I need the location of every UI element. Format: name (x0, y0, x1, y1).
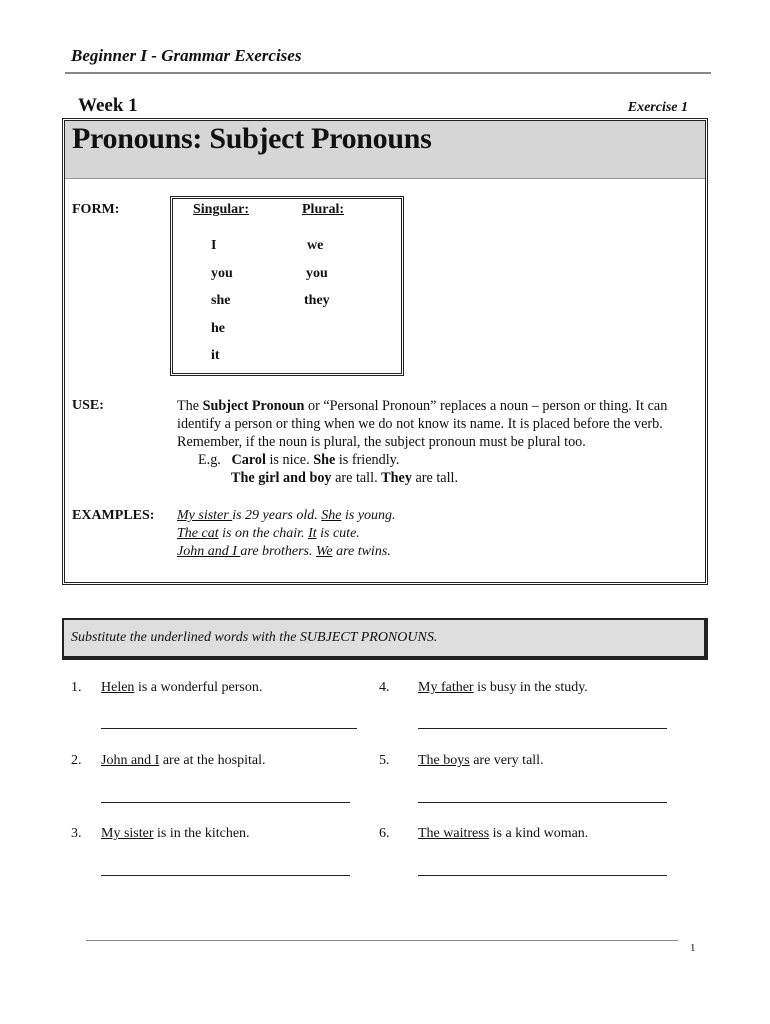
example-sentence-1: E.g. Carol is nice. She is friendly. (198, 452, 400, 468)
example-line: My sister is 29 years old. She is young. (177, 508, 396, 523)
question-number: 1. (71, 680, 82, 695)
plural-pronoun: they (304, 293, 330, 308)
footer-rule (86, 940, 678, 941)
singular-pronoun: it (211, 348, 220, 363)
answer-line-3[interactable] (101, 875, 350, 876)
example-line: John and I are brothers. We are twins. (177, 544, 391, 559)
question-text: Helen is a wonderful person. (101, 680, 263, 695)
instruction-text: Substitute the underlined words with the SUBJECT PRONOUNS. (71, 630, 438, 645)
examples-label: EXAMPLES: (72, 508, 155, 523)
question-text: The waitress is a kind woman. (418, 826, 589, 841)
question-text: John and I are at the hospital. (101, 753, 266, 768)
question-number: 3. (71, 826, 82, 841)
question-text: The boys are very tall. (418, 753, 544, 768)
singular-heading: Singular: (193, 202, 250, 217)
singular-pronoun: he (211, 321, 225, 336)
plural-pronoun: we (307, 238, 324, 253)
question-number: 6. (379, 826, 390, 841)
header-rule (65, 72, 711, 74)
answer-line-5[interactable] (418, 802, 667, 803)
document-header-title: Beginner I - Grammar Exercises (71, 46, 302, 65)
use-label: USE: (72, 398, 104, 413)
page-number: 1 (690, 942, 696, 954)
week-label: Week 1 (78, 95, 138, 116)
form-label: FORM: (72, 202, 120, 217)
question-number: 5. (379, 753, 390, 768)
singular-pronoun: you (211, 266, 233, 281)
example-line: The cat is on the chair. It is cute. (177, 526, 360, 541)
use-description: The Subject Pronoun or “Personal Pronoun” replaces a noun – person or thing. It can identify a person or thing when we do not know its name. It is placed before the verb. Remember, if the noun is plural, the subject pronoun must be plural too. (177, 398, 668, 450)
subject-pronoun-term: Subject Pronoun (202, 398, 305, 414)
plural-pronoun: you (306, 266, 328, 281)
answer-line-1[interactable] (101, 728, 357, 729)
question-number: 2. (71, 753, 82, 768)
page-title: Pronouns: Subject Pronouns (72, 122, 432, 155)
example-sentence-2: The girl and boy are tall. They are tall. (231, 470, 459, 486)
answer-line-4[interactable] (418, 728, 667, 729)
question-text: My sister is in the kitchen. (101, 826, 250, 841)
singular-pronoun: I (211, 238, 217, 253)
question-text: My father is busy in the study. (418, 680, 588, 695)
exercise-label: Exercise 1 (627, 100, 688, 115)
question-number: 4. (379, 680, 390, 695)
answer-line-6[interactable] (418, 875, 667, 876)
plural-heading: Plural: (302, 202, 344, 217)
pronoun-table (170, 196, 404, 376)
singular-pronoun: she (211, 293, 231, 308)
answer-line-2[interactable] (101, 802, 350, 803)
